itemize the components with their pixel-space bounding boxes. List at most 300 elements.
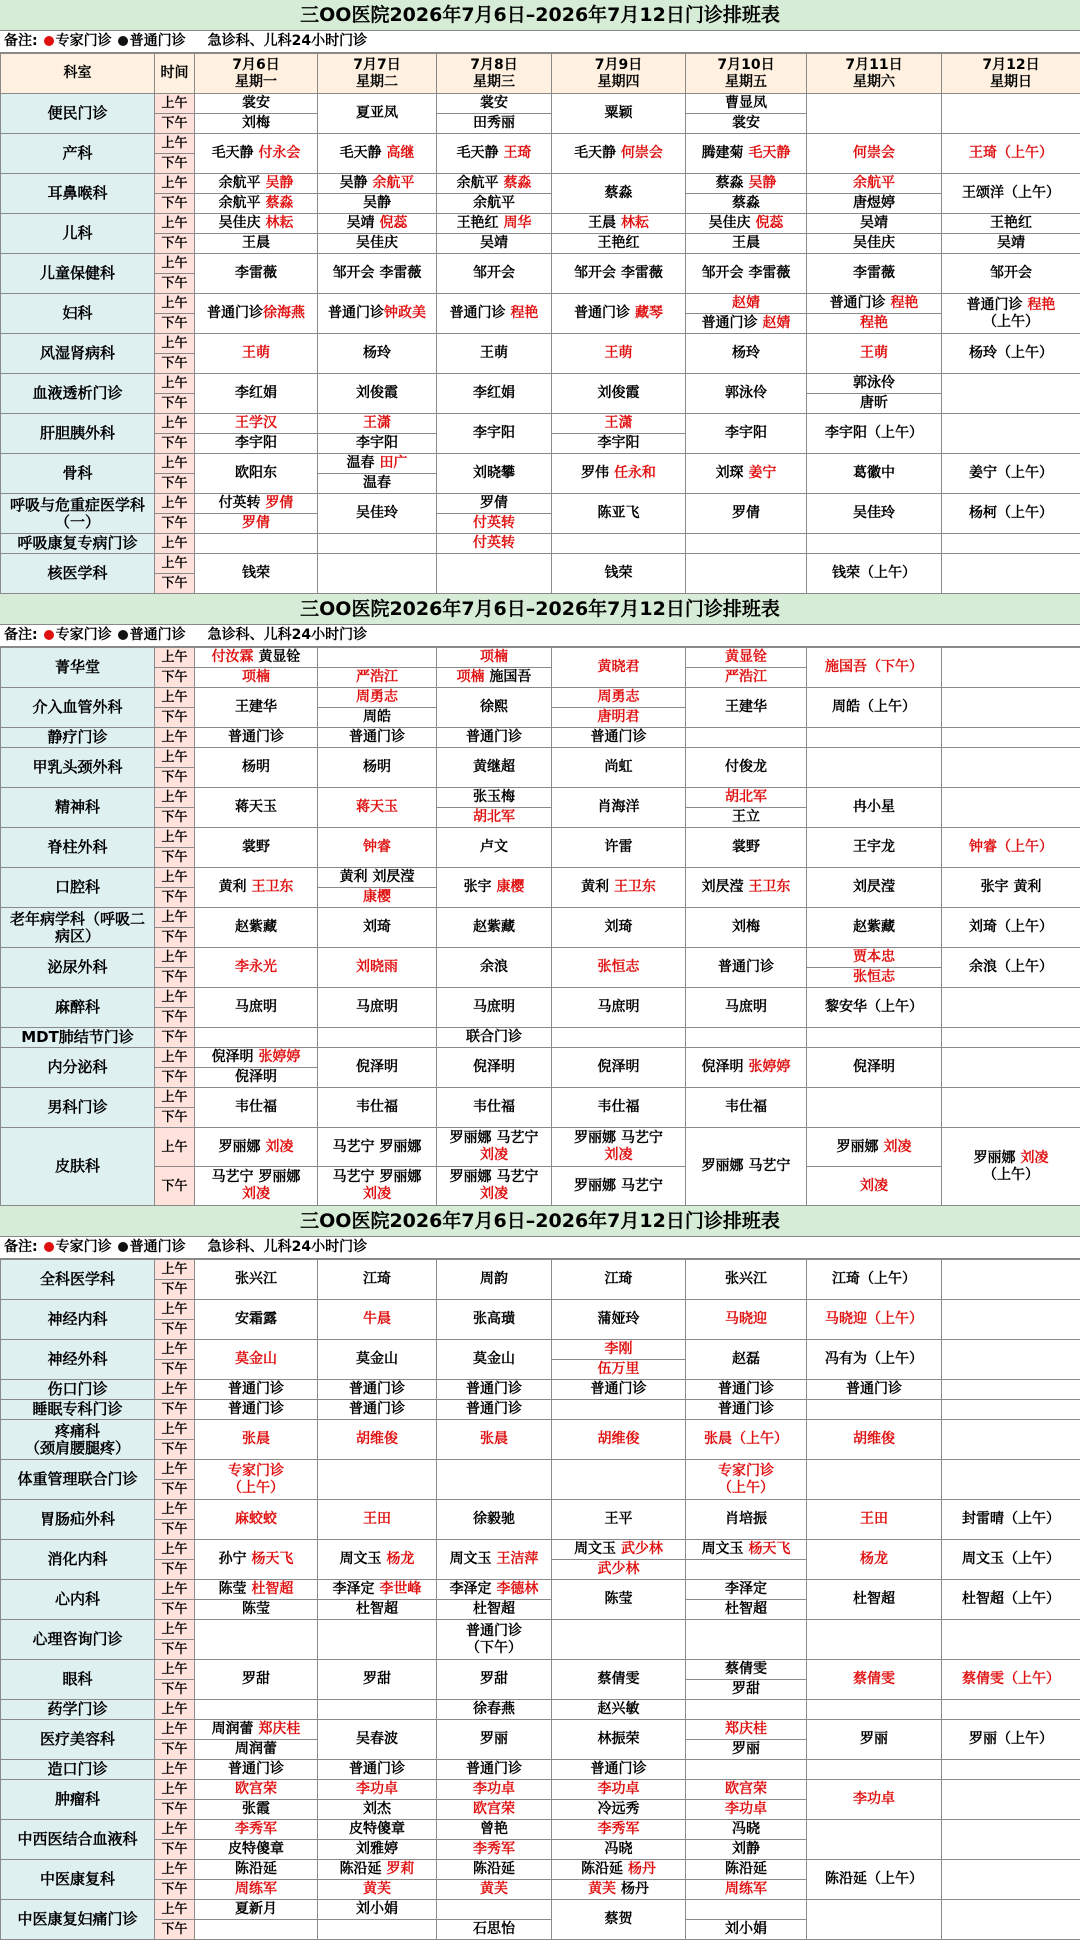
- table-row: [1, 1580, 1080, 1600]
- schedule-cell: 普通门诊: [195, 1380, 318, 1400]
- schedule-cell: 普通门诊: [552, 728, 686, 748]
- schedule-cell: 马庶明: [318, 988, 437, 1028]
- schedule-cell: [437, 1420, 552, 1460]
- expert-name: 王卫东: [614, 879, 656, 895]
- legend-note: [0, 625, 1080, 647]
- dept-name: 医疗美容科: [1, 1720, 155, 1760]
- time-slot: 上午: [155, 1088, 195, 1108]
- table-row: [1, 728, 1080, 748]
- expert-name: 刘凌: [1020, 1150, 1048, 1166]
- schedule-cell: 杨明: [318, 748, 437, 788]
- dept-name: 产科: [1, 134, 155, 174]
- expert-name: 专家门诊: [228, 1463, 284, 1479]
- schedule-cell: 周皓（上午）: [807, 688, 942, 728]
- expert-name: 欧宫荣: [725, 1781, 767, 1797]
- schedule-cell: [807, 134, 942, 174]
- schedule-cell: [942, 728, 1080, 748]
- expert-name: 杨丹: [628, 1861, 656, 1877]
- expert-name: 程艳: [1027, 297, 1055, 313]
- time-slot: 下午: [155, 1560, 195, 1580]
- schedule-cell: [807, 728, 942, 748]
- schedule-cell: [552, 334, 686, 374]
- schedule-cell: [942, 134, 1080, 174]
- table-row: [1, 534, 1080, 554]
- time-slot: 下午: [155, 668, 195, 688]
- schedule-table: [0, 1259, 1080, 1940]
- schedule-table: [0, 647, 1080, 1206]
- dept-name: 口腔科: [1, 868, 155, 908]
- time-slot: 下午: [155, 514, 195, 534]
- expert-name: 杨龙: [860, 1551, 888, 1567]
- table-row: [1, 214, 1080, 234]
- expert-name: 黄芙: [480, 1881, 508, 1897]
- schedule-cell: 林振荣: [552, 1720, 686, 1760]
- schedule-cell-am: 李泽定 李世峰: [318, 1580, 437, 1600]
- schedule-cell: 刘俊霞: [552, 374, 686, 414]
- schedule-cell: 普通门诊: [318, 1380, 437, 1400]
- schedule-cell-pm: 余航平 蔡淼: [195, 194, 318, 214]
- schedule-cell-pm: [437, 514, 552, 534]
- header-day: 7月6日 星期一: [195, 54, 318, 94]
- schedule-cell-pm: [552, 1560, 686, 1580]
- schedule-cell-am: [552, 1820, 686, 1840]
- dept-name: 造口门诊: [1, 1760, 155, 1780]
- time-slot: 上午: [155, 988, 195, 1008]
- time-slot: 上午: [155, 1620, 195, 1640]
- table-row: [1, 868, 1080, 888]
- time-slot: 上午: [155, 948, 195, 968]
- schedule-cell: [686, 1760, 807, 1780]
- schedule-cell: [942, 534, 1080, 554]
- expert-name: 杜智超: [251, 1581, 293, 1597]
- schedule-cell: 刘晓攀: [437, 454, 552, 494]
- schedule-cell-am: 曾艳: [437, 1820, 552, 1840]
- table-row: [1, 1167, 1080, 1206]
- expert-name: 刘凌: [265, 1139, 293, 1155]
- dept-name: 体重管理联合门诊: [1, 1460, 155, 1500]
- schedule-cell-am: 罗丽娜 马艺宁 刘凌: [552, 1128, 686, 1167]
- table-row: [1, 988, 1080, 1008]
- schedule-cell-pm: 张霞: [195, 1800, 318, 1820]
- time-slot: 下午: [155, 1108, 195, 1128]
- expert-name: 胡维俊: [853, 1431, 895, 1447]
- table-row: [1, 94, 1080, 114]
- schedule-cell: 李宇阳（上午）: [807, 414, 942, 454]
- schedule-cell: 杨玲（上午）: [942, 334, 1080, 374]
- table-row: [1, 1660, 1080, 1680]
- schedule-cell: 罗丽娜 刘凌 （上午）: [942, 1128, 1080, 1206]
- legend-extra: 急诊科、儿科24小时门诊: [208, 33, 367, 49]
- expert-name: 李功卓: [473, 1781, 515, 1797]
- expert-name: 刘凌: [883, 1139, 911, 1155]
- schedule-cell: 邹开会 李雷薇: [318, 254, 437, 294]
- schedule-cell: [318, 1420, 437, 1460]
- table-row: [1, 1420, 1080, 1440]
- schedule-cell: [942, 688, 1080, 728]
- schedule-cell-pm: [195, 668, 318, 688]
- expert-name: 李功卓: [598, 1781, 640, 1797]
- schedule-cell: 普通门诊: [686, 948, 807, 988]
- time-slot: 下午: [155, 1280, 195, 1300]
- schedule-cell: 毛天静 付永会: [195, 134, 318, 174]
- schedule-cell: 肖培振: [686, 1500, 807, 1540]
- expert-name: 麻蛟蛟: [235, 1511, 277, 1527]
- expert-name: 牛晨: [363, 1311, 391, 1327]
- schedule-cell-am: 陈沿延 罗莉: [318, 1860, 437, 1880]
- table-row: [1, 1088, 1080, 1108]
- expert-name: 李世峰: [379, 1581, 421, 1597]
- schedule-cell: 普通门诊: [437, 728, 552, 748]
- schedule-cell: 普通门诊: [195, 1400, 318, 1420]
- schedule-cell-am: 周文玉 武少林: [552, 1540, 686, 1560]
- expert-name: 赵婧: [762, 315, 790, 331]
- schedule-cell: [942, 788, 1080, 828]
- expert-name: 王田: [363, 1511, 391, 1527]
- table-row: [1, 454, 1080, 474]
- schedule-cell: [318, 534, 437, 554]
- table-row: [1, 254, 1080, 274]
- schedule-cell: 刘梅: [686, 908, 807, 948]
- expert-name: 蔡淼: [265, 195, 293, 211]
- dept-name: 便民门诊: [1, 94, 155, 134]
- time-slot: 下午: [155, 768, 195, 788]
- schedule-cell: [942, 1088, 1080, 1128]
- schedule-cell-am: 吴佳庆 林耘: [195, 214, 318, 234]
- expert-name: 吴静: [265, 175, 293, 191]
- schedule-cell: 钱荣: [195, 554, 318, 594]
- table-row: [1, 1720, 1080, 1740]
- table-row: [1, 1300, 1080, 1320]
- schedule-cell-am: [195, 414, 318, 434]
- schedule-cell-pm: 吴靖: [437, 234, 552, 254]
- schedule-cell-am: [195, 1780, 318, 1800]
- schedule-cell: 普通门诊: [437, 1380, 552, 1400]
- dept-name: 精神科: [1, 788, 155, 828]
- legend-normal: 普通门诊: [130, 33, 186, 49]
- schedule-cell: 裳野: [195, 828, 318, 868]
- schedule-cell: 杜智超（上午）: [942, 1580, 1080, 1620]
- schedule-cell: 周韵: [437, 1260, 552, 1300]
- schedule-cell: 裳野: [686, 828, 807, 868]
- time-slot: 上午: [155, 1048, 195, 1068]
- schedule-cell: [942, 1380, 1080, 1400]
- schedule-cell: [318, 1500, 437, 1540]
- schedule-cell-am: [807, 174, 942, 194]
- expert-name: 刘凌: [363, 1186, 391, 1202]
- schedule-cell-am: 周润蕾 郑庆桂: [195, 1720, 318, 1740]
- schedule-cell: 王平: [552, 1500, 686, 1540]
- schedule-cell-pm: [318, 888, 437, 908]
- legend-normal: 普通门诊: [130, 627, 186, 643]
- table-row: [1, 1028, 1080, 1048]
- dept-name: 骨科: [1, 454, 155, 494]
- dept-name: 介入血管外科: [1, 688, 155, 728]
- schedule-cell: [195, 534, 318, 554]
- schedule-cell-pm: [552, 708, 686, 728]
- expert-name: 黄晓君: [598, 659, 640, 675]
- schedule-cell-pm: [807, 1167, 942, 1206]
- table-row: [1, 1400, 1080, 1420]
- schedule-cell: 欧阳东: [195, 454, 318, 494]
- schedule-cell: 王宇龙: [807, 828, 942, 868]
- time-slot: 下午: [155, 314, 195, 334]
- schedule-cell-am: 周文玉 杨天飞: [686, 1540, 807, 1560]
- schedule-title: 三OO医院2026年7月6日–2026年7月12日门诊排班表: [0, 1206, 1080, 1237]
- schedule-cell: [195, 1340, 318, 1380]
- expert-name: 余航平: [853, 175, 895, 191]
- time-slot: 上午: [155, 1720, 195, 1740]
- schedule-cell: [552, 648, 686, 688]
- dept-name: 肿瘤科: [1, 1780, 155, 1820]
- schedule-cell: 韦仕福: [195, 1088, 318, 1128]
- time-slot: 上午: [155, 1780, 195, 1800]
- schedule-cell-am: 裳安: [195, 94, 318, 114]
- time-slot: 下午: [155, 114, 195, 134]
- schedule-cell: 普通门诊徐海燕: [195, 294, 318, 334]
- time-slot: 下午: [155, 1680, 195, 1700]
- time-slot: 下午: [155, 154, 195, 174]
- expert-name: 康樱: [496, 879, 524, 895]
- time-slot: 下午: [155, 574, 195, 594]
- schedule-cell-am: 王艳红: [942, 214, 1080, 234]
- schedule-cell: 罗伟 任永和: [552, 454, 686, 494]
- expert-name: 李功卓: [356, 1781, 398, 1797]
- table-row: [1, 174, 1080, 194]
- schedule-cell-am: 刘小娟: [318, 1900, 437, 1920]
- schedule-cell-pm: 余航平: [437, 194, 552, 214]
- expert-name: 杨天飞: [251, 1551, 293, 1567]
- schedule-cell-pm: 项楠 施国吾: [437, 668, 552, 688]
- time-slot: 下午: [155, 1840, 195, 1860]
- schedule-cell: 马庶明: [552, 988, 686, 1028]
- expert-name: 何崇会: [621, 145, 663, 161]
- schedule-cell-am: 夏新月: [195, 1900, 318, 1920]
- dept-name: 睡眠专科门诊: [1, 1400, 155, 1420]
- time-slot: 上午: [155, 1700, 195, 1720]
- expert-name: 付英转: [473, 535, 515, 551]
- expert-name: 周勇志: [598, 689, 640, 705]
- schedule-cell: 徐熙: [437, 688, 552, 728]
- schedule-cell-am: [318, 688, 437, 708]
- time-slot: 下午: [155, 1440, 195, 1460]
- schedule-cell: 普通门诊 程艳: [437, 294, 552, 334]
- header-day: 7月9日 星期四: [552, 54, 686, 94]
- expert-name: 黄芙: [588, 1881, 616, 1897]
- time-slot: 上午: [155, 1260, 195, 1280]
- dept-name: 神经内科: [1, 1300, 155, 1340]
- schedule-cell: 许雷: [552, 828, 686, 868]
- schedule-cell-pm: 王晨: [195, 234, 318, 254]
- schedule-cell-am: [437, 1900, 552, 1920]
- schedule-cell: [552, 1028, 686, 1048]
- schedule-cell: [552, 534, 686, 554]
- schedule-cell: [942, 748, 1080, 788]
- schedule-cell: [195, 1620, 318, 1660]
- expert-name: 付永会: [258, 145, 300, 161]
- time-slot: 下午: [155, 434, 195, 454]
- schedule-cell: 黄继超: [437, 748, 552, 788]
- expert-name: 程艳: [510, 305, 538, 321]
- legend-expert: 专家门诊: [56, 1239, 112, 1255]
- schedule-cell: 粟颖: [552, 94, 686, 134]
- expert-name: 项楠: [242, 669, 270, 685]
- schedule-cell: [942, 1900, 1080, 1940]
- schedule-cell: 毛天静 何崇会: [552, 134, 686, 174]
- schedule-cell: 罗甜: [195, 1660, 318, 1700]
- schedule-cell: 吴佳玲: [318, 494, 437, 534]
- schedule-cell: [552, 1420, 686, 1460]
- table-row: [1, 1820, 1080, 1840]
- expert-name: 钟政美: [384, 305, 426, 321]
- schedule-cell: 吴春波: [318, 1720, 437, 1760]
- schedule-cell: 刘琦: [552, 908, 686, 948]
- schedule-cell: 李宇阳: [437, 414, 552, 454]
- time-slot: 上午: [155, 1300, 195, 1320]
- schedule-cell: 葛徽中: [807, 454, 942, 494]
- expert-name: 李秀军: [235, 1821, 277, 1837]
- expert-dot-icon: [44, 630, 54, 640]
- legend-normal: 普通门诊: [130, 1239, 186, 1255]
- schedule-cell: [686, 1300, 807, 1340]
- time-slot: 下午: [155, 394, 195, 414]
- header-day: 7月10日 星期五: [686, 54, 807, 94]
- time-slot: 下午: [155, 848, 195, 868]
- header-dept: 科室: [1, 54, 155, 94]
- schedule-cell: 张宇 康樱: [437, 868, 552, 908]
- schedule-cell: 郭泳伶: [686, 374, 807, 414]
- schedule-cell: 李雷薇: [807, 254, 942, 294]
- time-slot: 下午: [155, 474, 195, 494]
- schedule-cell: 江琦（上午）: [807, 1260, 942, 1300]
- schedule-cell: [195, 1420, 318, 1460]
- expert-name: 罗倩: [265, 495, 293, 511]
- expert-name: 程艳: [860, 315, 888, 331]
- schedule-cell: 普通门诊: [552, 1760, 686, 1780]
- schedule-cell: 刘琦: [318, 908, 437, 948]
- table-row: [1, 1340, 1080, 1360]
- legend-expert: 专家门诊: [56, 33, 112, 49]
- expert-name: 周练军: [235, 1881, 277, 1897]
- schedule-cell: [318, 1028, 437, 1048]
- schedule-cell: [942, 1860, 1080, 1900]
- schedule-cell: 陈沿延（上午）: [807, 1860, 942, 1900]
- schedule-cell: 普通门诊: [318, 728, 437, 748]
- expert-name: 武少林: [621, 1541, 663, 1557]
- table-row: [1, 494, 1080, 514]
- table-row: [1, 194, 1080, 214]
- schedule-cell: 杨柯（上午）: [942, 494, 1080, 534]
- schedule-cell: 王建华: [195, 688, 318, 728]
- schedule-cell: 邹开会: [437, 254, 552, 294]
- schedule-cell-pm: 普通门诊 赵婧: [686, 314, 807, 334]
- schedule-cell-am: [686, 788, 807, 808]
- schedule-cell: [807, 1660, 942, 1700]
- schedule-cell-pm: 罗丽娜 马艺宁 刘凌: [437, 1167, 552, 1206]
- header-day: 7月12日 星期日: [942, 54, 1080, 94]
- expert-name: 张婷婷: [748, 1059, 790, 1075]
- schedule-cell: 蒋天玉: [195, 788, 318, 828]
- expert-name: 项楠: [457, 669, 485, 685]
- normal-dot-icon: [118, 36, 128, 46]
- schedule-cell-am: 余航平 蔡淼: [437, 174, 552, 194]
- schedule-cell-pm: 罗甜: [686, 1680, 807, 1700]
- schedule-cell-am: 罗倩: [437, 494, 552, 514]
- time-slot: 上午: [155, 1128, 195, 1167]
- table-row: [1, 374, 1080, 394]
- time-slot: 上午: [155, 334, 195, 354]
- expert-name: 刘凌: [480, 1186, 508, 1202]
- schedule-cell-pm: 李宇阳: [318, 434, 437, 454]
- table-row: [1, 554, 1080, 574]
- normal-dot-icon: [118, 1242, 128, 1252]
- header-day: 7月11日 星期六: [807, 54, 942, 94]
- expert-name: 高继: [386, 145, 414, 161]
- schedule-cell: 普通门诊: [318, 1400, 437, 1420]
- schedule-cell-am: 王艳红 周华: [437, 214, 552, 234]
- dept-name: 心内科: [1, 1580, 155, 1620]
- expert-name: 倪蕊: [379, 215, 407, 231]
- expert-name: 余航平: [372, 175, 414, 191]
- schedule-cell-pm: [437, 1800, 552, 1820]
- expert-name: 林耘: [621, 215, 649, 231]
- schedule-cell: [807, 1420, 942, 1460]
- schedule-cell-pm: 周皓: [318, 708, 437, 728]
- schedule-cell: [686, 728, 807, 748]
- expert-name: 武少林: [598, 1561, 640, 1577]
- schedule-cell: [437, 554, 552, 594]
- schedule-cell: [807, 1300, 942, 1340]
- schedule-cell-am: 吴靖: [807, 214, 942, 234]
- schedule-cell: 江琦: [318, 1260, 437, 1300]
- schedule-cell-am: 付英转 罗倩: [195, 494, 318, 514]
- time-slot: 上午: [155, 534, 195, 554]
- schedule-cell-am: 蔡倩雯: [686, 1660, 807, 1680]
- schedule-cell: 赵磊: [686, 1340, 807, 1380]
- schedule-cell: 李红娟: [195, 374, 318, 414]
- table-row: [1, 1540, 1080, 1560]
- expert-name: 李秀军: [473, 1841, 515, 1857]
- expert-name: （上午）: [228, 1480, 284, 1496]
- schedule-cell-pm: 吴静: [318, 194, 437, 214]
- time-slot: 上午: [155, 1900, 195, 1920]
- schedule-cell-pm: [195, 514, 318, 534]
- dept-name: 甲乳头颈外科: [1, 748, 155, 788]
- schedule-cell-pm: 田秀丽: [437, 114, 552, 134]
- schedule-cell: 普通门诊: [686, 1380, 807, 1400]
- schedule-cell-am: 吴佳庆 倪蕊: [686, 214, 807, 234]
- schedule-cell: [807, 1400, 942, 1420]
- schedule-cell: [942, 828, 1080, 868]
- schedule-cell: 付俊龙: [686, 748, 807, 788]
- expert-name: 蔡淼: [503, 175, 531, 191]
- schedule-cell: [552, 948, 686, 988]
- schedule-cell: [686, 554, 807, 594]
- time-slot: 上午: [155, 868, 195, 888]
- schedule-cell-pm: [195, 1920, 318, 1940]
- schedule-cell: [942, 1660, 1080, 1700]
- expert-name: 王琦（上午）: [969, 145, 1053, 161]
- schedule-cell-pm: [686, 1560, 807, 1580]
- time-slot: 上午: [155, 1580, 195, 1600]
- time-slot: 下午: [155, 808, 195, 828]
- schedule-cell: 钱荣: [552, 554, 686, 594]
- time-slot: 上午: [155, 908, 195, 928]
- schedule-cell: [942, 1300, 1080, 1340]
- schedule-cell: [942, 1760, 1080, 1780]
- time-slot: 上午: [155, 1860, 195, 1880]
- schedule-cell: 罗甜: [318, 1660, 437, 1700]
- table-row: [1, 1760, 1080, 1780]
